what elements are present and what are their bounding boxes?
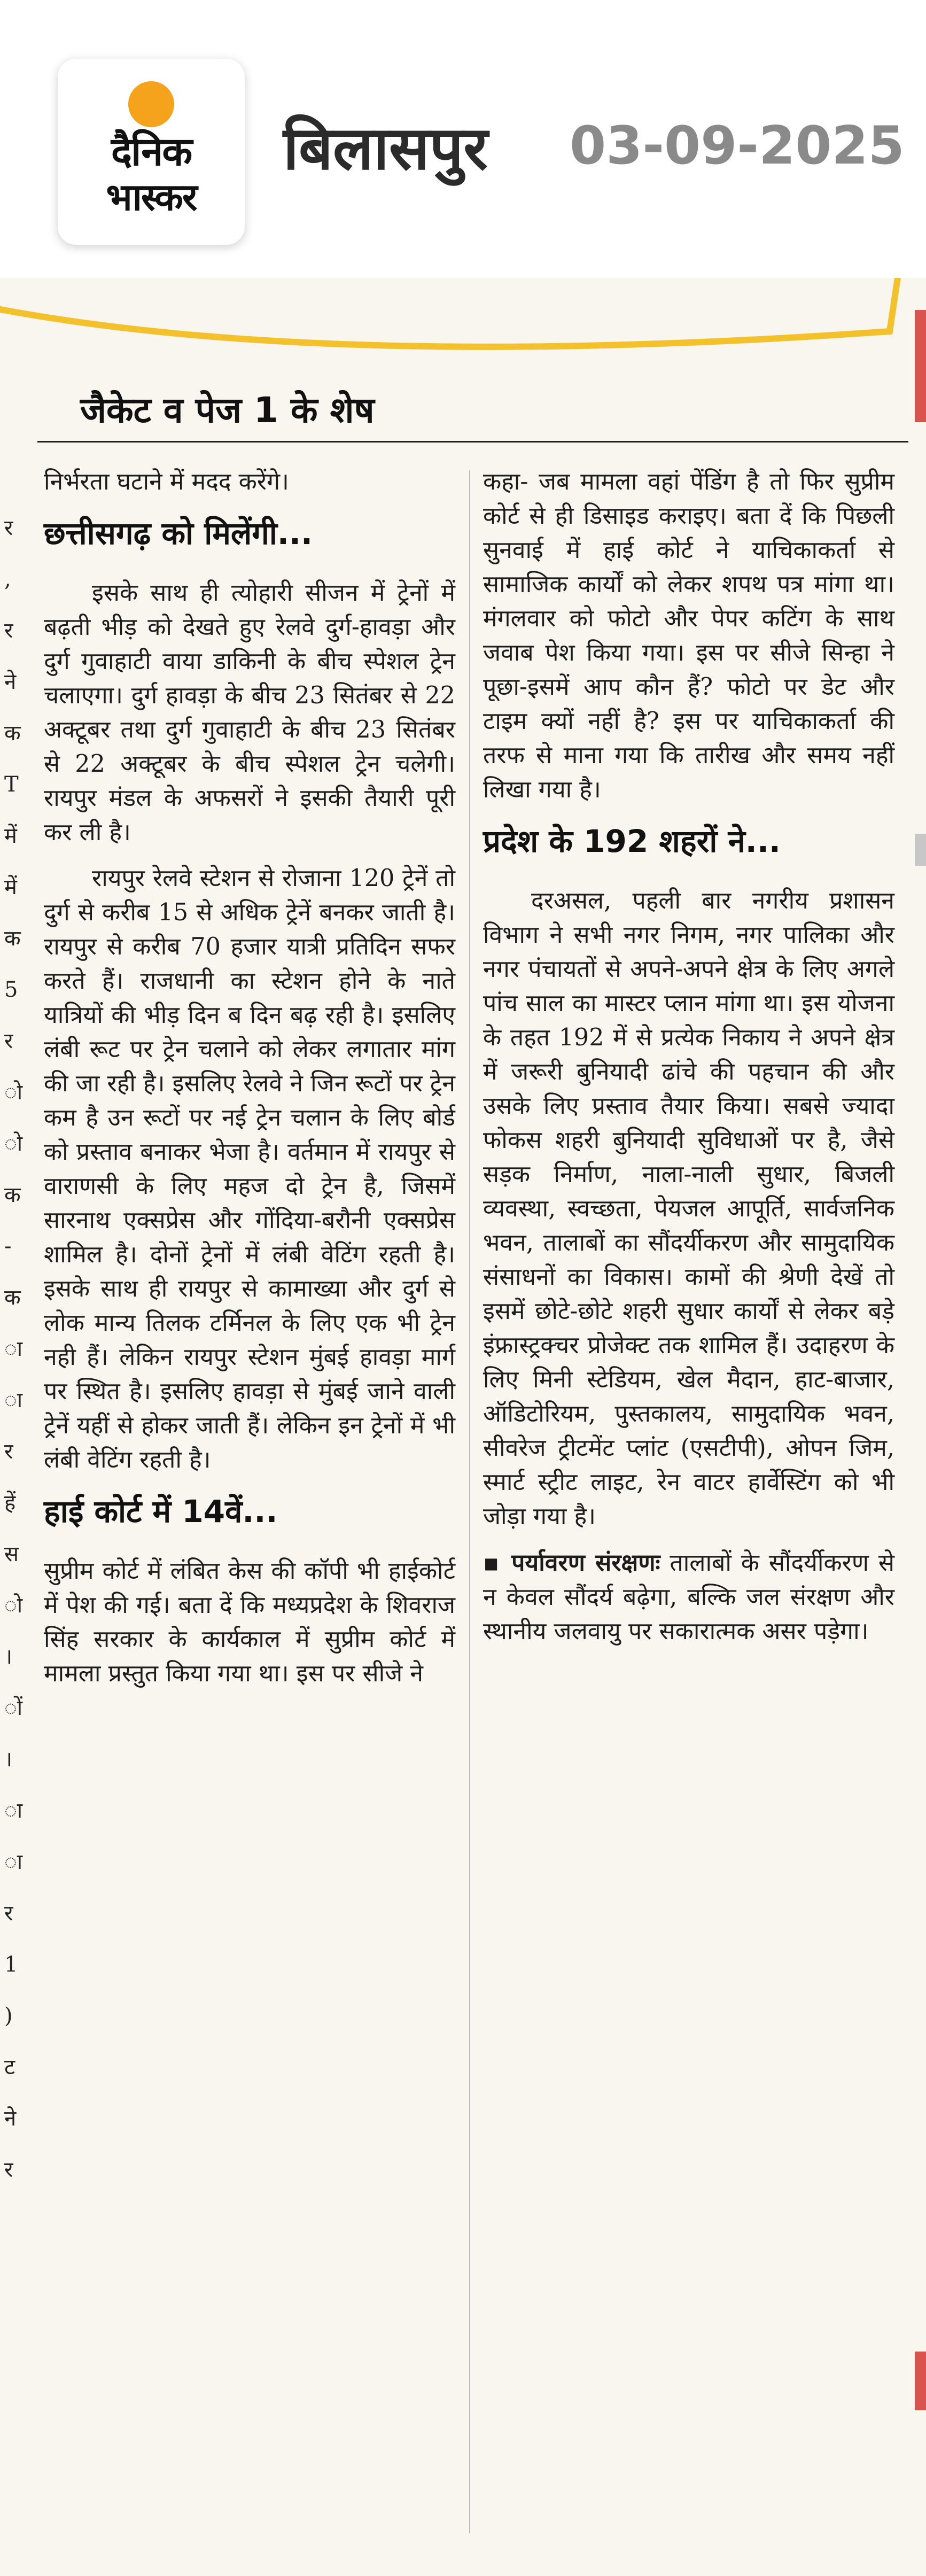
subheading-192-cities: प्रदेश के 192 शहरों ने... <box>483 823 781 859</box>
article-column-left <box>44 465 455 1703</box>
cropped-char: क <box>4 1285 21 1310</box>
cropped-char: ने <box>4 2106 17 2131</box>
column-divider <box>469 470 470 2533</box>
cropped-char: , <box>4 567 11 592</box>
cropped-char: क <box>4 1183 21 1207</box>
logo-text-line2: भास्कर <box>106 175 197 219</box>
app-header <box>0 0 926 279</box>
section-divider <box>37 441 908 443</box>
sun-icon <box>128 81 174 127</box>
paragraph: इसके साथ ही त्योहारी सीजन में ट्रेनों में बढ़ती भीड़ को देखते हुए रेलवे दुर्ग-हावड़ा और दुर्ग गुवाहाटी वाया डाकिनी के बीच स्पेशल ट्रेन चलाएगा। दुर्ग हावड़ा के बीच 23 सितंबर से 22 अक्टूबर तथा दुर्ग गुवाहाटी के बीच 23 सितंबर से 22 अक्टूबर के बीच स्पेशल ट्रेन चलेगी। रायपुर मंडल के अफसरों ने इसकी तैयारी पूरी कर ली है। <box>44 579 455 846</box>
cropped-char: । <box>4 1644 13 1669</box>
edition-city[interactable]: बिलासपुर <box>283 114 488 183</box>
paragraph: कहा- जब मामला वहां पेंडिंग है तो फिर सुप्रीम कोर्ट से ही डिसाइड कराइए। बता दें कि पिछली सुनवाई में हाई कोर्ट ने याचिकाकर्ता से सामाजिक कार्यों को लेकर शपथ पत्र मांगा था। मंगलवार को फोटो और पेपर कटिंग के साथ जवाब पेश किया गया। इस पर सीजे सिन्हा ने पूछा-इसमें आप कौन हैं? फोटो पर डेट और टाइम क्यों नहीं है? इस पर याचिकाकर्ता की तरफ से माना गया कि तारीख और समय नहीं लिखा गया है। <box>483 468 894 803</box>
cropped-char: ो <box>4 1080 23 1105</box>
cropped-char: ों <box>4 1696 23 1720</box>
cropped-char: हें <box>4 1491 16 1515</box>
subheading-chhattisgarh: छत्तीसगढ़ को मिलेंगी... <box>44 515 313 552</box>
logo-text-line1: दैनिक <box>111 129 192 175</box>
cropped-char: ो <box>4 1593 23 1618</box>
paragraph: रायपुर रेलवे स्टेशन से रोजाना 120 ट्रेनें तो दुर्ग से करीब 15 से अधिक ट्रेनें बनकर जाती है। रायपुर से करीब 70 हजार यात्री प्रतिदिन सफर करते हैं। राजधानी का स्टेशन होने के नाते यात्रियों की भीड़ दिन ब दिन बढ़ रही है। इसलिए लंबी रूट पर ट्रेन चलाने को लेकर लगातार मांग की जा रही है। इसलिए रेलवे ने जिन रूटों पर ट्रेन कम है उन रूटों पर नई ट्रेन चलान के लिए बोर्ड को प्रस्ताव बनाकर भेजा है। वर्तमान में रायपुर से वाराणसी के लिए महज दो ट्रेन है, जिसमें सारनाथ एक्सप्रेस और गोंदिया-बरौनी एक्सप्रेस शामिल है। दोनों ट्रेनों में लंबी वेटिंग रहती है। इसके साथ ही रायपुर से कामाख्या और दुर्ग से लोक मान्य तिलक टर्मिनल के लिए एक भी ट्रेन नही हैं। लेकिन रायपुर स्टेशन मुंबई हावड़ा मार्ग पर स्थित है। इसलिए हावड़ा से मुंबई जाने वाली ट्रेनें यहीं से होकर जाती हैं। लेकिन इन ट्रेनों में भी लंबी वेटिंग रहती है। <box>44 865 455 1473</box>
cropped-char: क <box>4 721 21 746</box>
paragraph: दरअसल, पहली बार नगरीय प्रशासन विभाग ने सभी नगर निगम, नगर पालिका और नगर पंचायतों से अपने-अपने क्षेत्र के लिए अगले पांच साल का मास्टर प्लान मांगा था। इस योजना के तहत 192 में से प्रत्येक निकाय ने अपने क्षेत्र में जरूरी बुनियादी ढांचे की पहचान की और उसके लिए प्रस्ताव तैयार किया। सबसे ज्यादा फोकस शहरी बुनियादी सुविधाओं पर है, जैसे सड़क निर्माण, नाला-नाली सुधार, बिजली व्यवस्था, स्वच्छता, पेयजल आपूर्ति, सार्वजनिक भवन, तालाबों का सौंदर्यीकरण और सामुदायिक संसाधनों का विकास। कामों की श्रेणी देखें तो इसमें छोटे-छोटे शहरी सुधार कार्यों से लेकर बड़े इंफ्रास्ट्रक्चर प्रोजेक्ट तक शामिल हैं। उदाहरण के लिए मिनी स्टेडियम, खेल मैदान, हाट-बाजार, ऑडिटोरियम, पुस्तकालय, सामुदायिक भवन, सीवरेज ट्रीटमेंट प्लांट (एसटीपी), ओपन जिम, स्मार्ट स्ट्रीट लाइट, रेन वाटर हार्वेस्टिंग को भी जोड़ा गया है। <box>483 887 894 1530</box>
paragraph-body: तालाबों के सौंदर्यीकरण से न केवल सौंदर्य बढ़ेगा, बल्कि जल संरक्षण और स्थानीय जलवायु पर सकारात्मक असर पड़ेगा। <box>483 1549 894 1645</box>
paragraph: निर्भरता घटाने में मदद करेंगे। <box>44 468 289 495</box>
cropped-char: ) <box>4 2004 13 2028</box>
article-column-right <box>483 465 894 1661</box>
cropped-char: र <box>4 618 13 643</box>
cropped-char: ा <box>4 1850 23 1874</box>
cropped-char: - <box>4 1234 12 1259</box>
cropped-char: क <box>4 926 21 951</box>
edition-date[interactable]: 03-09-2025 <box>570 115 905 176</box>
cropped-char: में <box>4 824 17 848</box>
cropped-char: T <box>4 772 19 797</box>
cropped-char: ा <box>4 1337 23 1361</box>
cropped-char: र <box>4 1901 13 1926</box>
cropped-char: र <box>4 2158 13 2182</box>
dainik-bhaskar-logo[interactable] <box>58 59 245 245</box>
paragraph-lead: ▪ पर्यावरण संरक्षणः <box>483 1549 660 1577</box>
cropped-char: ा <box>4 1798 23 1823</box>
cropped-right-edge <box>915 310 926 2555</box>
cropped-char: स <box>4 1542 19 1566</box>
cropped-char: । <box>4 1747 13 1772</box>
cropped-char: ने <box>4 670 17 694</box>
paragraph-environment <box>483 1546 894 1649</box>
newspaper-clipping <box>0 278 926 2576</box>
cropped-char: र <box>4 1439 13 1464</box>
cropped-char: र <box>4 516 13 540</box>
subheading-high-court: हाई कोर्ट में 14वें... <box>44 1493 278 1530</box>
cropped-left-column <box>4 502 23 2195</box>
cropped-char: र <box>4 1029 13 1053</box>
section-title: जैकेट व पेज 1 के शेष <box>80 390 375 431</box>
cropped-char: 1 <box>4 1952 18 1977</box>
cropped-char: में <box>4 875 17 899</box>
cropped-char: ो <box>4 1131 23 1156</box>
cropped-char: ा <box>4 1388 23 1413</box>
cropped-char: ट <box>4 2055 15 2080</box>
paragraph: सुप्रीम कोर्ट में लंबित केस की कॉपी भी हाईकोर्ट में पेश की गई। बता दें कि मध्यप्रदेश के शिवराज सिंह सरकार के कार्यकाल में सुप्रीम कोर्ट में मामला प्रस्तुत किया गया था। इस पर सीजे ने <box>44 1557 455 1687</box>
decorative-curve <box>0 278 926 385</box>
cropped-char: 5 <box>4 977 18 1002</box>
